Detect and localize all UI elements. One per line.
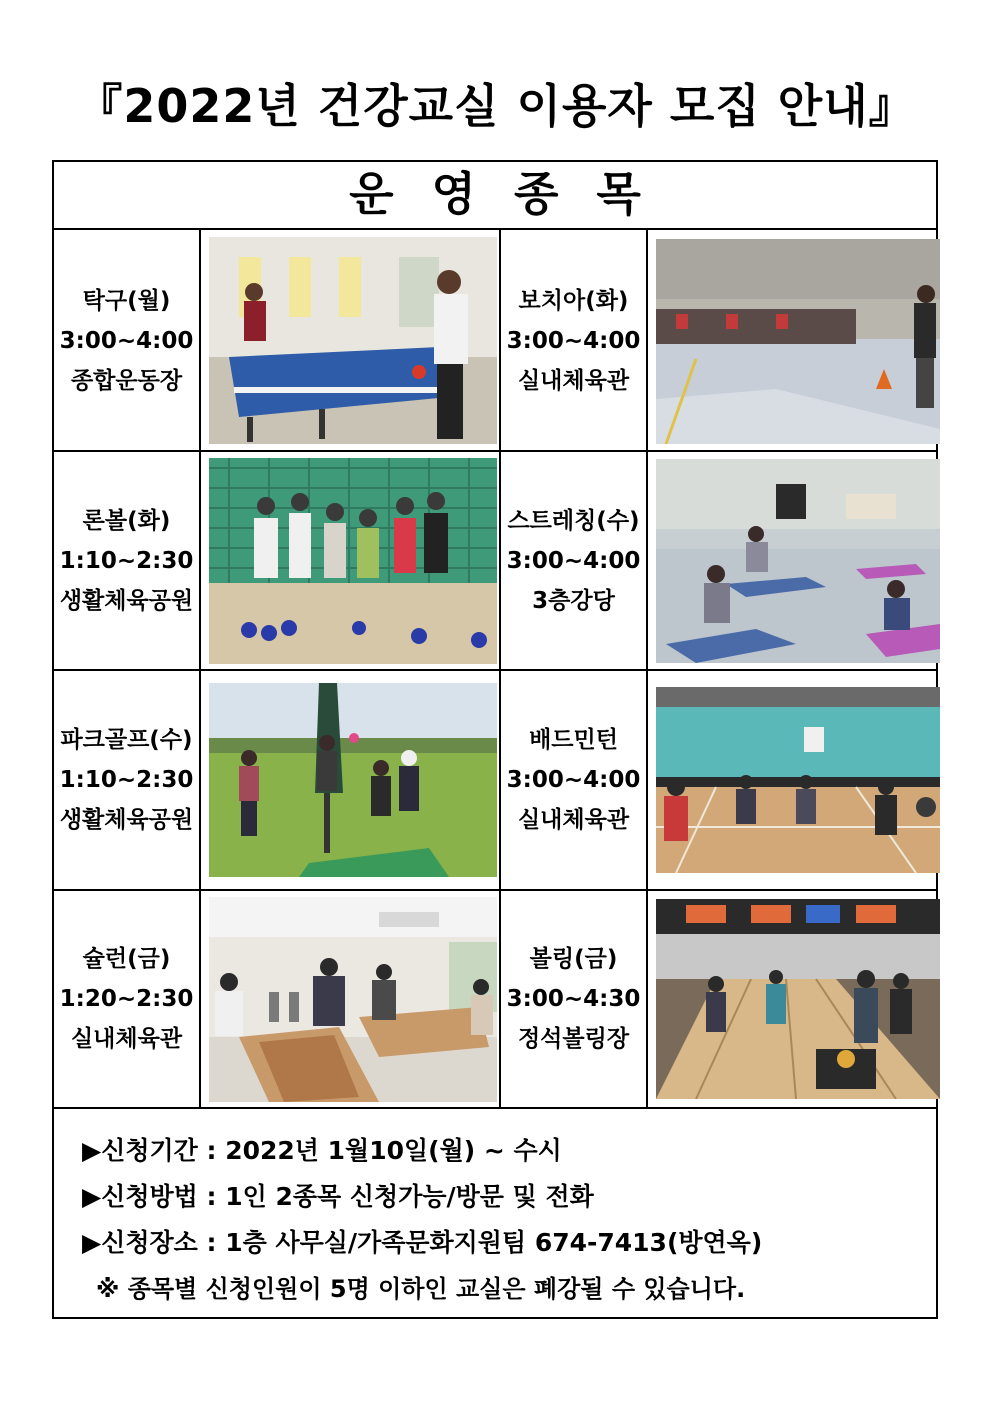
boccia-photo bbox=[656, 239, 940, 444]
program-time: 3:00~4:00 bbox=[506, 328, 641, 354]
program-label-badminton bbox=[501, 671, 646, 889]
table-heading: 운영종목 bbox=[54, 162, 936, 230]
program-name: 보치아(화) bbox=[518, 288, 629, 314]
program-name: 론볼(화) bbox=[82, 507, 171, 534]
lawn-bowls-photo bbox=[209, 458, 497, 664]
program-time: 3:00~4:30 bbox=[506, 986, 641, 1012]
program-name: 배드민턴 bbox=[529, 727, 618, 753]
program-place: 실내체육관 bbox=[70, 1026, 183, 1052]
program-time: 1:20~2:30 bbox=[59, 986, 194, 1012]
program-label-table-tennis bbox=[54, 232, 199, 450]
program-place: 실내체육관 bbox=[517, 807, 630, 833]
program-name: 파크골프(수) bbox=[60, 727, 193, 753]
program-place: 실내체육관 bbox=[517, 368, 630, 394]
program-place: 정석볼링장 bbox=[517, 1026, 630, 1052]
program-place: 생활체육공원 bbox=[59, 587, 194, 614]
program-time: 3:00~4:00 bbox=[59, 328, 194, 354]
program-place: 종합운동장 bbox=[70, 368, 183, 394]
program-place: 생활체육공원 bbox=[59, 807, 194, 833]
program-place: 3층강당 bbox=[532, 587, 615, 614]
program-time: 1:10~2:30 bbox=[59, 547, 194, 574]
program-label-lawn-bowls bbox=[54, 452, 199, 669]
program-table bbox=[52, 160, 938, 1319]
program-time: 3:00~4:00 bbox=[506, 767, 641, 793]
application-location: ▶신청장소 : 1층 사무실/가족문화지원팀 674-7413(방연옥) bbox=[82, 1228, 763, 1257]
program-label-bowling bbox=[501, 891, 646, 1107]
program-name: 슐런(금) bbox=[82, 946, 171, 972]
badminton-photo bbox=[656, 687, 940, 873]
program-label-park-golf bbox=[54, 671, 199, 889]
program-name: 탁구(월) bbox=[82, 288, 171, 314]
table-tennis-photo bbox=[209, 237, 497, 444]
shuffleboard-photo bbox=[209, 897, 497, 1102]
program-name: 스트레칭(수) bbox=[507, 507, 640, 534]
application-period: ▶신청기간 : 2022년 1월10일(월) ~ 수시 bbox=[82, 1136, 562, 1165]
program-time: 1:10~2:30 bbox=[59, 767, 194, 793]
program-time: 3:00~4:00 bbox=[506, 547, 641, 574]
stretching-photo bbox=[656, 459, 940, 663]
program-name: 볼링(금) bbox=[529, 946, 618, 972]
park-golf-photo bbox=[209, 683, 497, 877]
page-title: 『2022년 건강교실 이용자 모집 안내』 bbox=[76, 79, 916, 133]
application-method: ▶신청방법 : 1인 2종목 신청가능/방문 및 전화 bbox=[82, 1182, 594, 1211]
application-info bbox=[54, 1109, 936, 1317]
program-label-shuffleboard bbox=[54, 891, 199, 1107]
cancellation-note: ※ 종목별 신청인원이 5명 이하인 교실은 폐강될 수 있습니다. bbox=[96, 1275, 746, 1303]
program-label-stretching bbox=[501, 452, 646, 669]
program-label-boccia bbox=[501, 232, 646, 450]
bowling-photo bbox=[656, 899, 940, 1099]
